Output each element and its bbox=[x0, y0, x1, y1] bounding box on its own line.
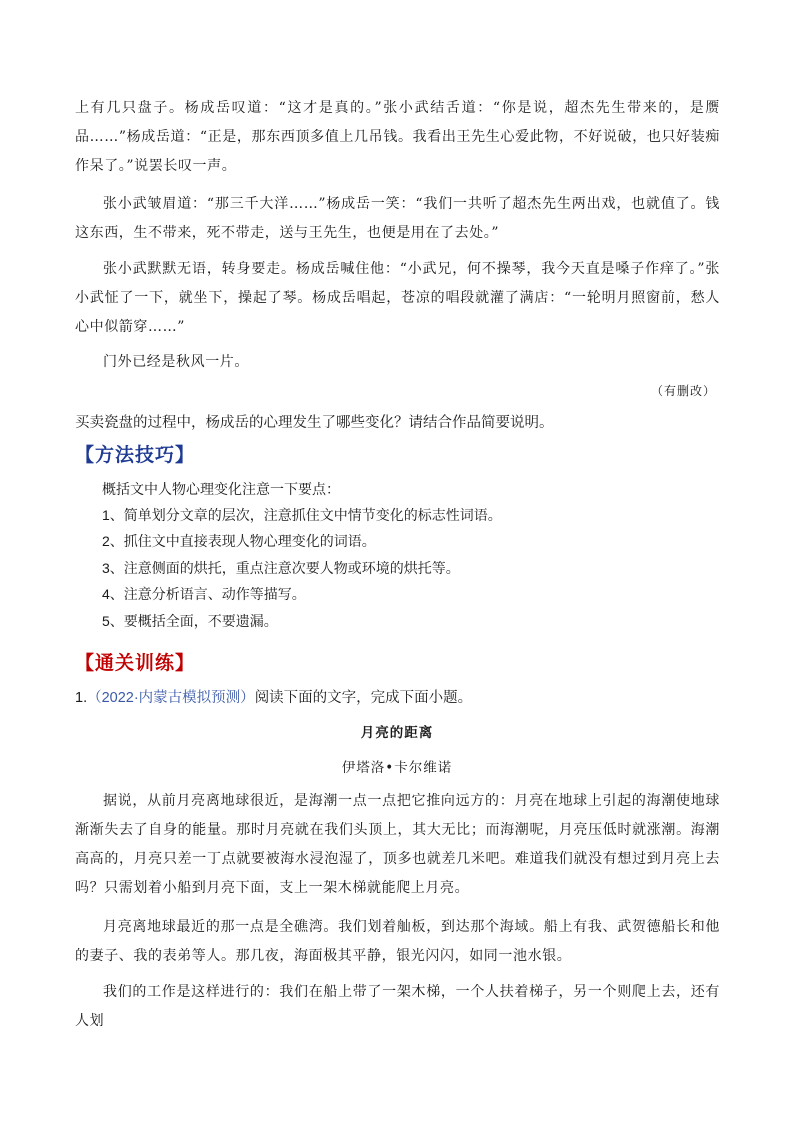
article-paragraph-1: 据说，从前月亮离地球很近，是海潮一点一点把它推向远方的：月亮在地球上引起的海潮使地球渐渐失去了自身的能量。那时月亮就在我们头顶上，其大无比；而海潮呢，月亮压低时就涨潮。海潮高高的，月亮只差一丁点就要被海水浸泡湿了，顶多也就差几米吧。难道我们就没有想过到月亮上去吗？只需划着小船到月亮下面，支上一架木梯就能爬上月亮。 bbox=[75, 793, 720, 896]
article-title: 月亮的距离 bbox=[360, 725, 434, 741]
story-paragraph-3: 张小武默默无语，转身要走。杨成岳喊住他：“小武兄，何不操琴，我今天直是嗓子作痒了。”张小武怔了一下，就坐下，操起了琴。杨成岳唱起，苍凉的唱段就灌了满店：“一轮明月照窗前，愁人心中似箭穿……” bbox=[75, 261, 720, 335]
method-intro: 概括文中人物心理变化注意一下要点： bbox=[102, 481, 340, 497]
training-question-head bbox=[75, 687, 472, 709]
question-source: （2022·内蒙古模拟预测） bbox=[87, 690, 255, 706]
method-section-title: 【方法技巧】 bbox=[75, 444, 196, 466]
article-author: 伊塔洛•卡尔维诺 bbox=[341, 760, 453, 776]
method-tip-4: 4、注意分析语言、动作等描写。 bbox=[102, 586, 306, 602]
story-paragraph-2: 张小武皱眉道：“那三千大洋……”杨成岳一笑：“我们一共听了超杰先生两出戏，也就值了。钱这东西，生不带来，死不带走，送与王先生，也便是用在了去处。” bbox=[75, 196, 720, 241]
story-paragraph-1: 上有几只盘子。杨成岳叹道：“这才是真的。”张小武结舌道：“你是说，超杰先生带来的，是赝品……”杨成岳道：“正是，那东西顶多值上几吊钱。我看出王先生心爱此物，不好说破，也只好装痴作呆了。”说罢长叹一声。 bbox=[75, 100, 720, 174]
revision-note: （有删改） bbox=[650, 384, 716, 398]
method-tip-3: 3、注意侧面的烘托，重点注意次要人物或环境的烘托等。 bbox=[102, 560, 460, 576]
article-paragraph-3: 我们的工作是这样进行的：我们在船上带了一架木梯，一个人扶着梯子，另一个则爬上去，还有人划 bbox=[75, 984, 720, 1029]
method-tip-1: 1、简单划分文章的层次，注意抓住文中情节变化的标志性词语。 bbox=[102, 507, 502, 523]
training-section-title: 【通关训练】 bbox=[75, 652, 196, 674]
story-paragraph-4: 门外已经是秋风一片。 bbox=[103, 354, 249, 370]
question-number: 1. bbox=[75, 690, 88, 706]
article-paragraph-2: 月亮离地球最近的那一点是全礁湾。我们划着舢板，到达那个海域。船上有我、武贺德船长和他的妻子、我的表弟等人。那几夜，海面极其平静，银光闪闪，如同一池水银。 bbox=[75, 919, 720, 964]
question-instruction: 阅读下面的文字，完成下面小题。 bbox=[254, 690, 473, 706]
method-tip-5: 5、要概括全面，不要遗漏。 bbox=[102, 613, 278, 629]
question-text: 买卖瓷盘的过程中，杨成岳的心理发生了哪些变化？请结合作品简要说明。 bbox=[75, 415, 554, 431]
method-tip-2: 2、抓住文中直接表现人物心理变化的词语。 bbox=[102, 533, 376, 549]
